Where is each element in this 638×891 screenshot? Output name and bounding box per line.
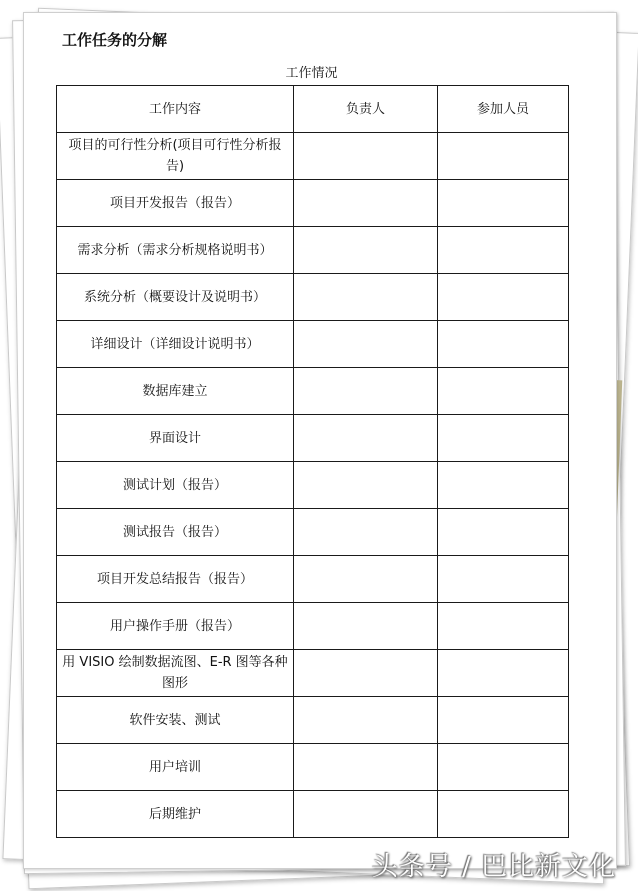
task-cell: 数据库建立 (57, 368, 294, 415)
table-row (57, 415, 569, 462)
watermark: 头条号 / 巴比新文化 (371, 852, 616, 882)
owner-cell (294, 791, 438, 838)
task-cell: 用 VISIO 绘制数据流图、E-R 图等各种图形 (57, 650, 294, 697)
owner-cell (294, 180, 438, 227)
owner-cell (294, 368, 438, 415)
task-cell: 详细设计（详细设计说明书） (57, 321, 294, 368)
participants-cell (438, 274, 569, 321)
participants-cell (438, 556, 569, 603)
owner-cell (294, 274, 438, 321)
owner-cell (294, 697, 438, 744)
document-page (23, 12, 617, 869)
table-row (57, 227, 569, 274)
owner-cell (294, 227, 438, 274)
column-header-task: 工作内容 (57, 86, 294, 133)
task-cell: 系统分析（概要设计及说明书） (57, 274, 294, 321)
table-header-row (57, 86, 569, 133)
table-row (57, 321, 569, 368)
owner-cell (294, 321, 438, 368)
participants-cell (438, 697, 569, 744)
owner-cell (294, 603, 438, 650)
participants-cell (438, 791, 569, 838)
table-row (57, 697, 569, 744)
task-cell: 项目开发总结报告（报告） (57, 556, 294, 603)
participants-cell (438, 133, 569, 180)
participants-cell (438, 321, 569, 368)
participants-cell (438, 462, 569, 509)
participants-cell (438, 603, 569, 650)
table-row (57, 744, 569, 791)
owner-cell (294, 650, 438, 697)
table-row (57, 650, 569, 697)
task-cell: 测试报告（报告） (57, 509, 294, 556)
task-table (56, 85, 569, 838)
table-row (57, 180, 569, 227)
task-cell: 需求分析（需求分析规格说明书） (57, 227, 294, 274)
participants-cell (438, 509, 569, 556)
participants-cell (438, 227, 569, 274)
column-header-participants: 参加人员 (438, 86, 569, 133)
owner-cell (294, 462, 438, 509)
document-heading: 工作任务的分解 (62, 31, 168, 49)
participants-cell (438, 650, 569, 697)
table-row (57, 368, 569, 415)
task-cell: 测试计划（报告） (57, 462, 294, 509)
table-row (57, 462, 569, 509)
owner-cell (294, 556, 438, 603)
task-cell: 软件安装、测试 (57, 697, 294, 744)
table-row (57, 274, 569, 321)
owner-cell (294, 509, 438, 556)
owner-cell (294, 133, 438, 180)
participants-cell (438, 744, 569, 791)
task-cell: 项目开发报告（报告） (57, 180, 294, 227)
table-row (57, 509, 569, 556)
task-cell: 后期维护 (57, 791, 294, 838)
task-cell: 界面设计 (57, 415, 294, 462)
owner-cell (294, 415, 438, 462)
task-cell: 用户培训 (57, 744, 294, 791)
table-row (57, 133, 569, 180)
participants-cell (438, 180, 569, 227)
table-row (57, 556, 569, 603)
participants-cell (438, 415, 569, 462)
participants-cell (438, 368, 569, 415)
table-row (57, 603, 569, 650)
owner-cell (294, 744, 438, 791)
table-caption: 工作情况 (285, 66, 338, 81)
task-cell: 用户操作手册（报告） (57, 603, 294, 650)
column-header-owner: 负责人 (294, 86, 438, 133)
task-cell: 项目的可行性分析(项目可行性分析报告) (57, 133, 294, 180)
table-row (57, 791, 569, 838)
